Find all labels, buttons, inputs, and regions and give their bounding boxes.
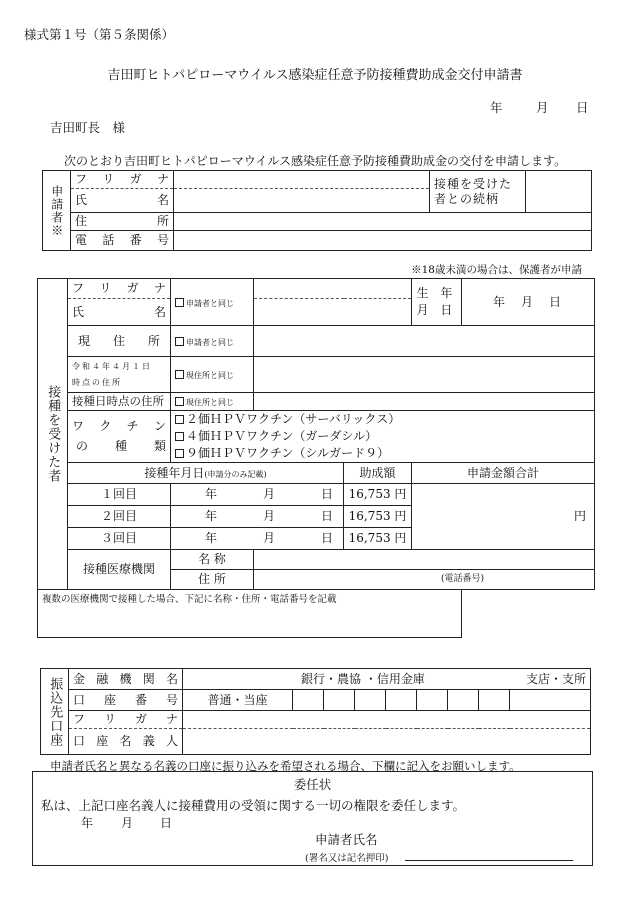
current-address-label: 現 住 所 <box>78 333 160 348</box>
applicant-section-label: 申請者※ <box>43 171 71 251</box>
applicant-address-field[interactable] <box>174 213 592 231</box>
dose-3-day: 日 <box>320 531 333 546</box>
vaccine-type-label-1: ワ ク チ ン <box>72 419 166 434</box>
total-unit: 円 <box>573 509 586 524</box>
clinic-name-label: 名 称 <box>171 550 254 570</box>
dose-1-amount: 16,753 円 <box>344 484 412 506</box>
current-same-checkbox[interactable] <box>175 337 184 346</box>
date-year: 年 <box>490 100 503 115</box>
clinic-phone-label: (電話番号) <box>440 574 484 585</box>
institution-types: 銀行・農協 ・信用金庫 <box>301 671 425 686</box>
clinic-address-field[interactable] <box>254 570 595 590</box>
multiple-clinic-field[interactable] <box>38 590 462 638</box>
vaccine-9-checkbox[interactable] <box>175 449 184 458</box>
delegation-day[interactable]: 日 <box>160 816 173 830</box>
vaccinee-name-label: 氏 名 <box>72 304 166 319</box>
dose-3-month: 月 <box>262 531 275 546</box>
account-digit-7[interactable] <box>479 690 510 711</box>
bank-section-label: 振込先口座 <box>41 669 69 755</box>
dose-2-label: ２回目 <box>68 506 171 528</box>
col-amount-header: 助成額 <box>344 463 412 484</box>
r4-address-label: 令和４年４月１日 時点の住所 <box>68 357 171 393</box>
institution-field[interactable] <box>183 669 591 690</box>
clinic-label: 接種医療機関 <box>68 550 171 590</box>
dose-1-label: １回目 <box>68 484 171 506</box>
holder-furigana-field[interactable] <box>183 711 591 729</box>
dose-3-year: 年 <box>205 531 218 546</box>
holder-label: 口 座 名 義 人 <box>73 734 178 749</box>
signature-line[interactable] <box>405 860 573 861</box>
applicant-furigana-label: フ リ ガ ナ <box>75 172 169 187</box>
applicant-table <box>42 170 592 251</box>
account-digit-extra[interactable] <box>510 690 591 711</box>
signer-label: 申請者氏名 <box>315 832 378 847</box>
vaccinee-furigana-label: フ リ ガ ナ <box>72 281 166 296</box>
applicant-phone-field[interactable] <box>174 231 592 251</box>
bank-table <box>40 668 591 755</box>
delegation-box <box>32 771 593 866</box>
dose-2-date[interactable] <box>171 506 344 528</box>
guardian-note: ※18歳未満の場合は、保護者が申請 <box>411 264 582 276</box>
current-address-field[interactable] <box>254 326 595 357</box>
vaccinee-name-field[interactable] <box>254 299 412 326</box>
page-title: 吉田町ヒトパピローマウイルス感染症任意予防接種費助成金交付申請書 <box>107 68 523 83</box>
dose-3-label: ３回目 <box>68 528 171 550</box>
vaccine-option-4: ４価ＨＰＶワクチン（ガーダシル） <box>186 428 378 443</box>
applicant-name-field[interactable] <box>174 189 430 213</box>
account-digit-6[interactable] <box>448 690 479 711</box>
birth-label: 生 年 月 日 <box>412 279 462 326</box>
delegation-year[interactable]: 年 <box>81 816 94 830</box>
account-digit-1[interactable] <box>293 690 324 711</box>
account-digit-5[interactable] <box>417 690 448 711</box>
account-digit-2[interactable] <box>324 690 355 711</box>
applicant-furigana-field[interactable] <box>174 171 430 189</box>
same-as-applicant-label: 申請者と同じ <box>186 298 234 308</box>
birth-field[interactable]: 年 月 日 <box>462 279 595 326</box>
account-kind[interactable]: 普通・当座 <box>183 690 293 711</box>
dose-1-year: 年 <box>205 487 218 502</box>
dose-3-amount: 16,753 円 <box>344 528 412 550</box>
vaccination-same-checkbox[interactable] <box>175 397 184 406</box>
branch-types: 支店・支所 <box>525 671 586 686</box>
vaccination-address-field[interactable] <box>254 393 595 411</box>
date-day: 日 <box>576 100 589 115</box>
signer-note: (署名又は記名押印) <box>305 853 389 864</box>
dose-2-day: 日 <box>320 509 333 524</box>
dose-2-month: 月 <box>262 509 275 524</box>
vaccinee-furigana-field[interactable] <box>254 279 412 299</box>
vaccine-option-9: ９価ＨＰＶワクチン（シルガード９） <box>186 446 390 461</box>
applicant-phone-label: 電 話 番 号 <box>75 233 169 248</box>
vaccination-address-label: 接種日時点の住所 <box>68 393 171 411</box>
account-no-label: 口 座 番 号 <box>73 692 178 707</box>
applicant-address-label: 住 所 <box>75 214 169 229</box>
vaccine-type-label-2: の 種 類 <box>76 438 166 453</box>
col-total-header: 申請金額合計 <box>412 463 595 484</box>
vaccinee-section-label: 接種を受けた者 <box>38 279 68 590</box>
vaccine-4-checkbox[interactable] <box>175 432 184 441</box>
clinic-name-field[interactable] <box>254 550 595 570</box>
col-date-note: (申請分のみ記載) <box>204 469 267 479</box>
dose-1-date[interactable] <box>171 484 344 506</box>
multiple-clinic-note: 複数の医療機関で接種した場合、下記に名称・住所・電話番号を記載 <box>42 594 337 605</box>
relation-label: 接種を受けた 者との続柄 <box>430 171 526 213</box>
dose-1-day: 日 <box>320 487 333 502</box>
delegation-note: 申請者氏名と異なる名義の口座に振り込みを希望される場合、下欄に記入をお願いします。 <box>50 759 521 773</box>
delegation-title: 委任状 <box>293 777 332 792</box>
delegation-text: 私は、上記口座名義人に接種費用の受領に関する一切の権限を委任します。 <box>41 798 466 813</box>
holder-field[interactable] <box>183 729 591 755</box>
r4-same-checkbox[interactable] <box>175 370 184 379</box>
institution-label: 金 融 機 関 名 <box>73 671 178 686</box>
dose-2-amount: 16,753 円 <box>344 506 412 528</box>
account-digit-3[interactable] <box>355 690 386 711</box>
clinic-address-label: 住 所 <box>171 570 254 590</box>
date-month: 月 <box>536 100 549 115</box>
delegation-month[interactable]: 月 <box>121 816 134 830</box>
relation-field[interactable] <box>526 171 592 213</box>
vaccine-option-2: ２価ＨＰＶワクチン（サーバリックス） <box>186 412 401 427</box>
total-field[interactable] <box>412 484 595 550</box>
r4-same-label: 現住所と同じ <box>186 371 234 381</box>
vaccination-same-label: 現住所と同じ <box>186 398 234 408</box>
vaccine-2-checkbox[interactable] <box>175 415 184 424</box>
dose-3-date[interactable] <box>171 528 344 550</box>
col-date-header: 接種年月日 <box>144 465 205 480</box>
account-digit-4[interactable] <box>386 690 417 711</box>
current-same-label: 申請者と同じ <box>186 337 234 347</box>
holder-furigana-label: フ リ ガ ナ <box>73 712 178 727</box>
intro-text: 次のとおり吉田町ヒトパピローマウイルス感染症任意予防接種費助成金の交付を申請します。 <box>64 154 567 168</box>
form-number: 様式第１号（第５条関係） <box>24 27 175 42</box>
r4-address-field[interactable] <box>254 357 595 393</box>
same-as-applicant-checkbox[interactable] <box>175 298 184 307</box>
addressee: 吉田町長 様 <box>50 120 126 135</box>
dose-1-month: 月 <box>262 487 275 502</box>
vaccinee-table <box>37 278 595 638</box>
applicant-name-label: 氏 名 <box>75 193 169 208</box>
dose-2-year: 年 <box>205 509 218 524</box>
